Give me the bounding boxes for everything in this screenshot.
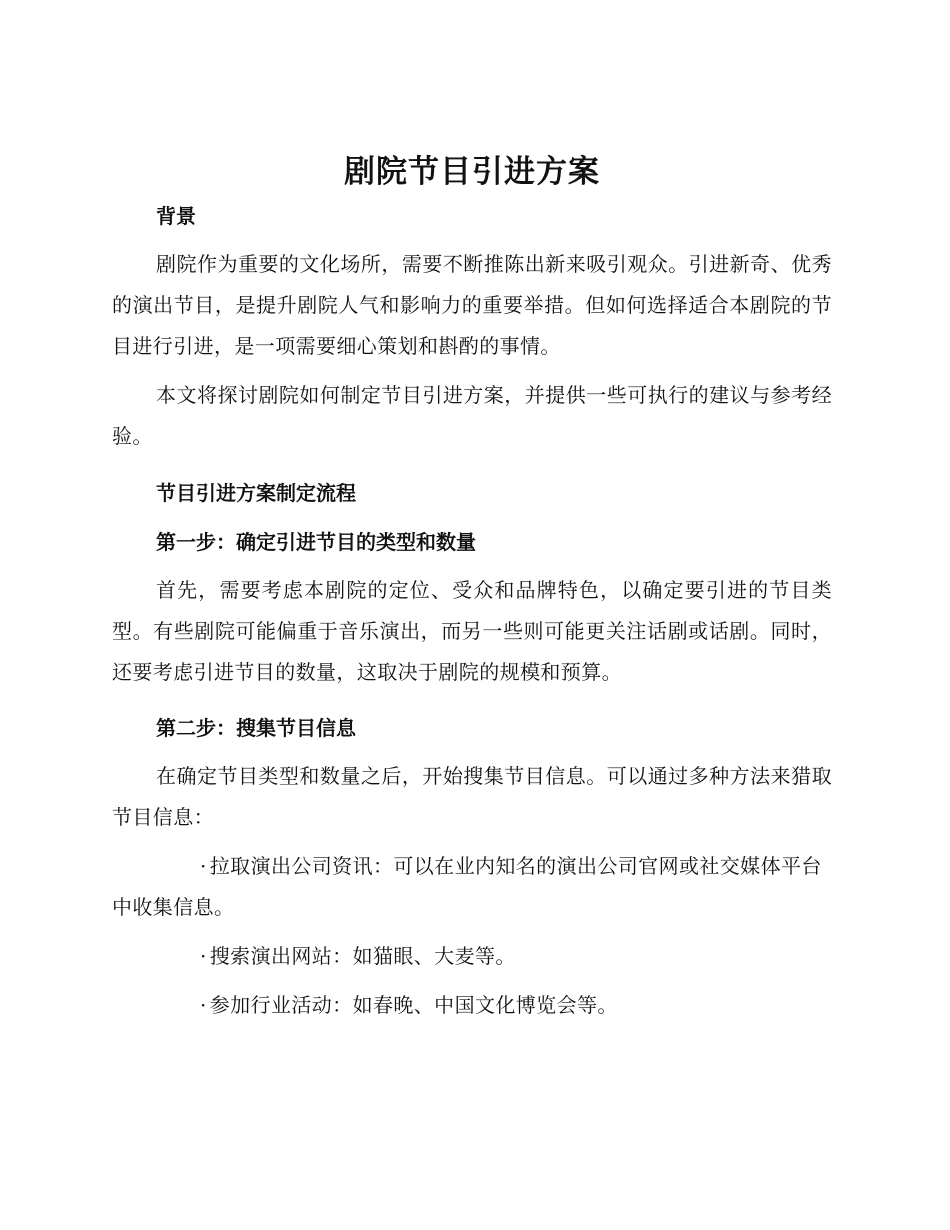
bullet-dot: · — [200, 944, 207, 968]
bullet-item — [112, 846, 832, 928]
bullet-dot: · — [200, 854, 207, 878]
document-title: 剧院节目引进方案 — [344, 154, 600, 190]
section-heading-background: 背景 — [156, 204, 196, 228]
bullet-dot: · — [200, 993, 207, 1017]
paragraph-step1: 首先，需要考虑本剧院的定位、受众和品牌特色，以确定要引进的节目类型。有些剧院可能偏重于音乐演出，而另一些则可能更关注话剧或话剧。同时，还要考虑引进节目的数量，这取决于剧院的规模和预算。 — [112, 578, 832, 684]
paragraph-background-1: 剧院作为重要的文化场所，需要不断推陈出新来吸引观众。引进新奇、优秀的演出节目，是提升剧院人气和影响力的重要举措。但如何选择适合本剧院的节目进行引进，是一项需要细心策划和斟酌的事情。 — [112, 252, 832, 358]
bullet-item — [112, 985, 832, 1026]
section-heading-process: 节目引进方案制定流程 — [156, 481, 356, 505]
bullet-text: 参加行业活动：如春晚、中国文化博览会等。 — [209, 993, 618, 1017]
document-page — [112, 148, 832, 1026]
bullet-text: 拉取演出公司资讯：可以在业内知名的演出公司官网或社交媒体平台中收集信息。 — [112, 854, 822, 919]
step2-heading: 第二步：搜集节目信息 — [156, 716, 356, 740]
step1-heading: 第一步：确定引进节目的类型和数量 — [156, 530, 476, 554]
bullet-item — [112, 936, 832, 977]
paragraph-step2: 在确定节目类型和数量之后，开始搜集节目信息。可以通过多种方法来猎取节目信息： — [112, 764, 832, 829]
paragraph-background-2: 本文将探讨剧院如何制定节目引进方案，并提供一些可执行的建议与参考经验。 — [112, 383, 832, 448]
bullet-text: 搜索演出网站：如猫眼、大麦等。 — [209, 944, 516, 968]
